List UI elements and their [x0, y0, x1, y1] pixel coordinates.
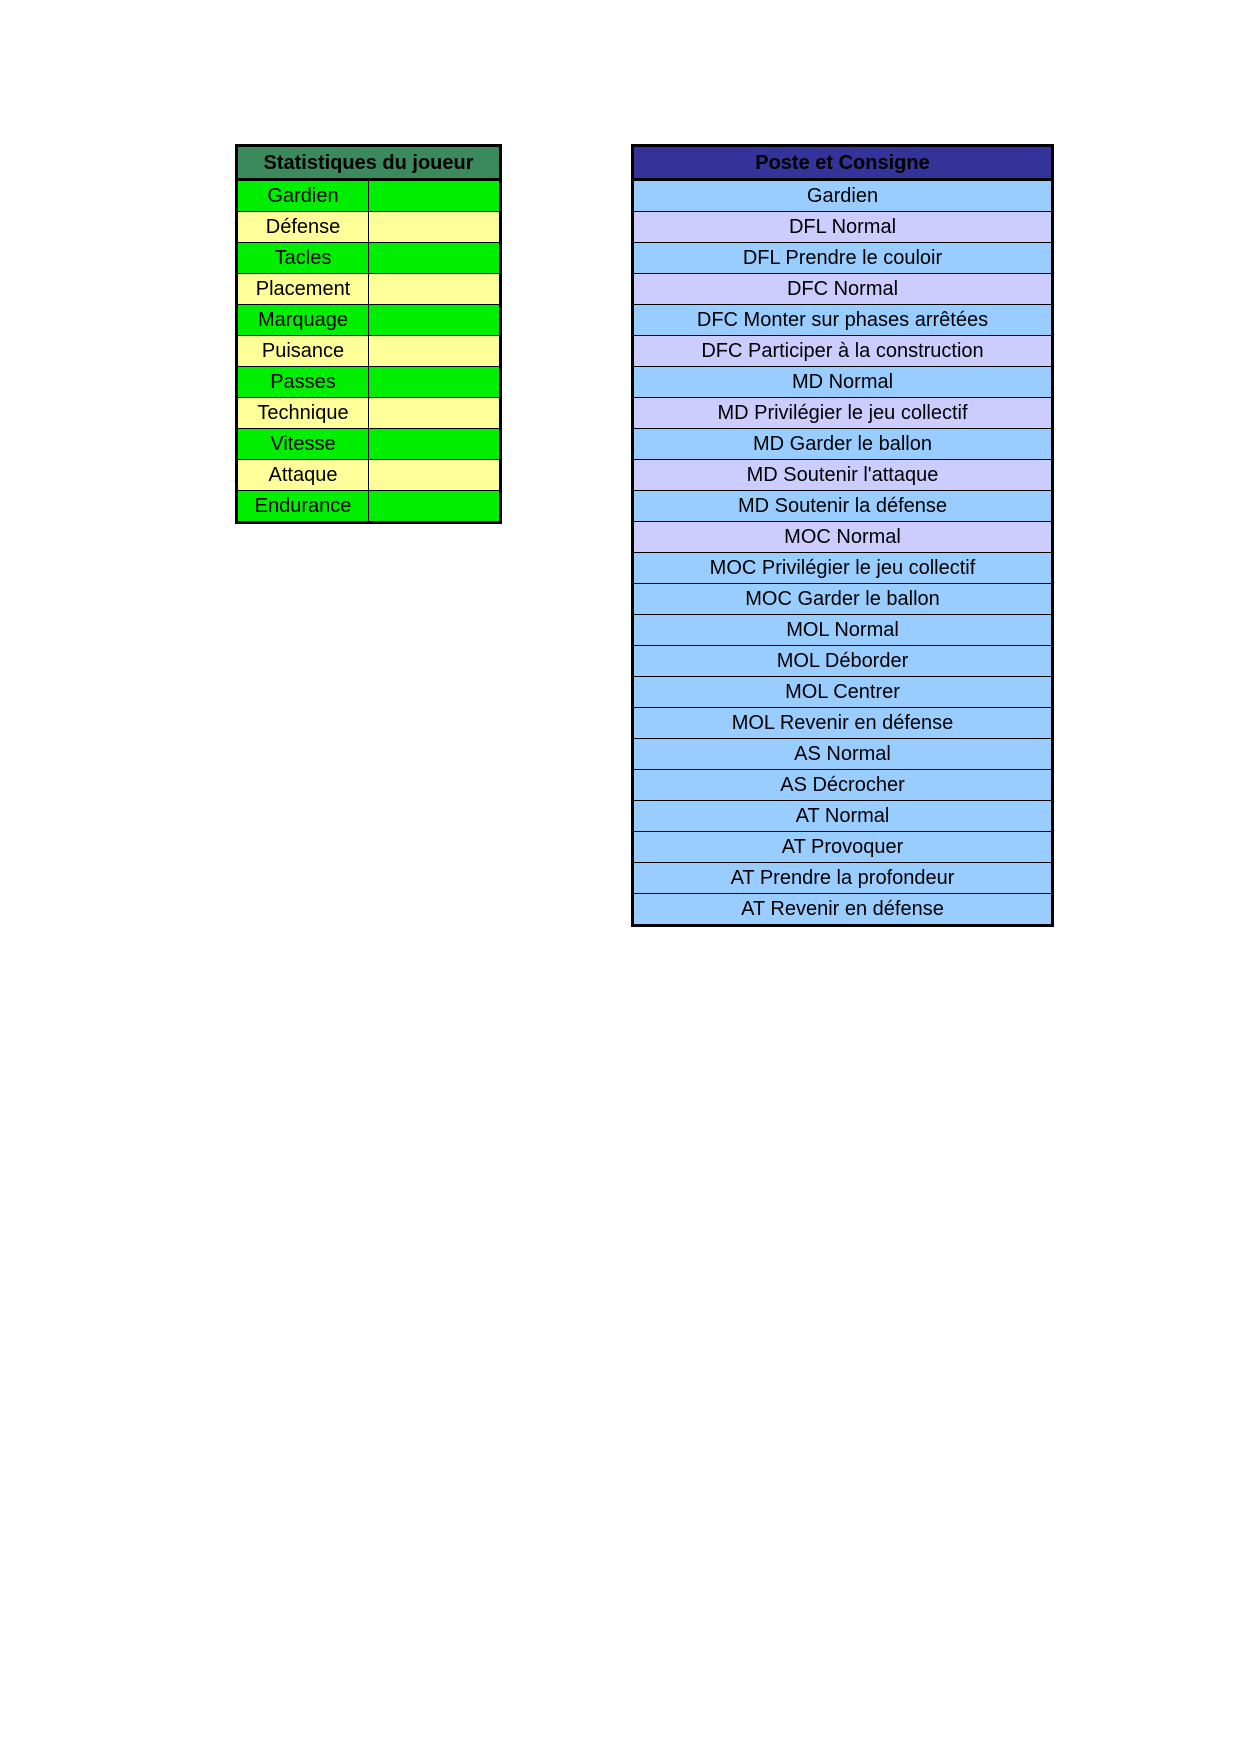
- stat-value-cell[interactable]: [369, 336, 501, 367]
- poste-row: [633, 553, 1053, 584]
- poste-cell: MOL Normal: [633, 615, 1053, 646]
- stats-body: [237, 180, 501, 523]
- stats-row: [237, 305, 501, 336]
- poste-cell: MD Garder le ballon: [633, 429, 1053, 460]
- poste-row: [633, 677, 1053, 708]
- poste-row: [633, 646, 1053, 677]
- stats-row: [237, 212, 501, 243]
- stat-value-cell[interactable]: [369, 491, 501, 523]
- stat-label-cell: Technique: [237, 398, 369, 429]
- stats-row: [237, 243, 501, 274]
- stats-header-cell: Statistiques du joueur: [237, 146, 501, 180]
- poste-cell: Gardien: [633, 180, 1053, 212]
- poste-row: [633, 863, 1053, 894]
- poste-cell: AT Prendre la profondeur: [633, 863, 1053, 894]
- poste-row: [633, 584, 1053, 615]
- poste-row: [633, 243, 1053, 274]
- poste-cell: MD Soutenir l'attaque: [633, 460, 1053, 491]
- poste-row: [633, 305, 1053, 336]
- poste-header-row: [633, 146, 1053, 180]
- poste-cell: AT Normal: [633, 801, 1053, 832]
- poste-cell: AT Provoquer: [633, 832, 1053, 863]
- stat-value-cell[interactable]: [369, 212, 501, 243]
- stat-label-cell: Vitesse: [237, 429, 369, 460]
- poste-body: [633, 180, 1053, 926]
- stat-label-cell: Endurance: [237, 491, 369, 523]
- poste-cell: MOL Revenir en défense: [633, 708, 1053, 739]
- poste-row: [633, 336, 1053, 367]
- poste-cell: MOC Privilégier le jeu collectif: [633, 553, 1053, 584]
- poste-row: [633, 801, 1053, 832]
- stats-row: [237, 429, 501, 460]
- stat-label-cell: Placement: [237, 274, 369, 305]
- player-stats-table: [235, 144, 502, 524]
- stats-row: [237, 180, 501, 212]
- poste-cell: AS Normal: [633, 739, 1053, 770]
- stats-row: [237, 491, 501, 523]
- poste-row: [633, 739, 1053, 770]
- stat-label-cell: Puisance: [237, 336, 369, 367]
- poste-cell: MD Soutenir la défense: [633, 491, 1053, 522]
- poste-cell: DFC Normal: [633, 274, 1053, 305]
- poste-cell: MOL Déborder: [633, 646, 1053, 677]
- poste-row: [633, 180, 1053, 212]
- stats-row: [237, 367, 501, 398]
- poste-cell: DFC Monter sur phases arrêtées: [633, 305, 1053, 336]
- stats-header-row: [237, 146, 501, 180]
- stat-label-cell: Tacles: [237, 243, 369, 274]
- poste-cell: DFL Normal: [633, 212, 1053, 243]
- poste-cell: DFC Participer à la construction: [633, 336, 1053, 367]
- poste-row: [633, 274, 1053, 305]
- poste-row: [633, 770, 1053, 801]
- stats-row: [237, 274, 501, 305]
- poste-cell: MD Normal: [633, 367, 1053, 398]
- stat-value-cell[interactable]: [369, 305, 501, 336]
- stat-label-cell: Passes: [237, 367, 369, 398]
- poste-row: [633, 460, 1053, 491]
- stat-label-cell: Gardien: [237, 180, 369, 212]
- poste-row: [633, 832, 1053, 863]
- poste-cell: DFL Prendre le couloir: [633, 243, 1053, 274]
- stat-value-cell[interactable]: [369, 243, 501, 274]
- poste-row: [633, 522, 1053, 553]
- position-instruction-table: [631, 144, 1054, 927]
- poste-row: [633, 429, 1053, 460]
- poste-row: [633, 708, 1053, 739]
- poste-cell: MOC Garder le ballon: [633, 584, 1053, 615]
- stats-row: [237, 460, 501, 491]
- poste-row: [633, 491, 1053, 522]
- stat-value-cell[interactable]: [369, 429, 501, 460]
- stats-row: [237, 398, 501, 429]
- stat-value-cell[interactable]: [369, 367, 501, 398]
- stats-row: [237, 336, 501, 367]
- stat-label-cell: Attaque: [237, 460, 369, 491]
- poste-cell: AT Revenir en défense: [633, 894, 1053, 926]
- poste-row: [633, 894, 1053, 926]
- poste-cell: AS Décrocher: [633, 770, 1053, 801]
- poste-cell: MOL Centrer: [633, 677, 1053, 708]
- poste-row: [633, 398, 1053, 429]
- poste-header-cell: Poste et Consigne: [633, 146, 1053, 180]
- stat-label-cell: Défense: [237, 212, 369, 243]
- stat-value-cell[interactable]: [369, 180, 501, 212]
- stat-value-cell[interactable]: [369, 398, 501, 429]
- poste-cell: MOC Normal: [633, 522, 1053, 553]
- stat-value-cell[interactable]: [369, 274, 501, 305]
- stat-value-cell[interactable]: [369, 460, 501, 491]
- poste-row: [633, 212, 1053, 243]
- poste-cell: MD Privilégier le jeu collectif: [633, 398, 1053, 429]
- poste-row: [633, 367, 1053, 398]
- stat-label-cell: Marquage: [237, 305, 369, 336]
- poste-row: [633, 615, 1053, 646]
